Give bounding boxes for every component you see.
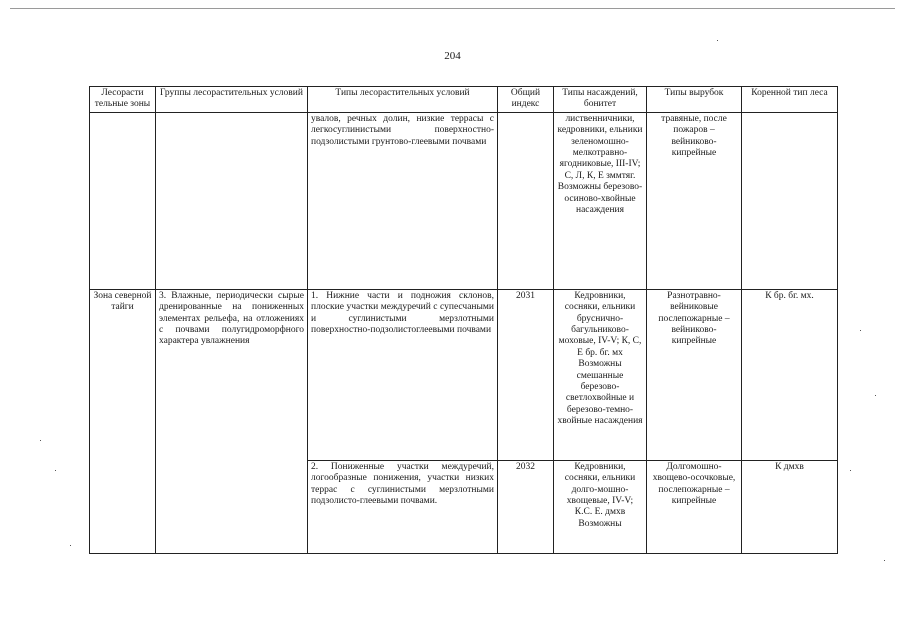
cell-zone: [90, 112, 156, 289]
scan-speck: [70, 545, 71, 546]
cell-stands: лиственничники, кедровники, ельники зеленомошно-мелкотравно-ягодниковые, III-IV; С, Л, К, Е зммтяг. Возможны березово-осиново-хвойные насаждения: [554, 112, 647, 289]
cell-forest-type: [742, 112, 838, 289]
cell-cuttings: травяные, после пожаров – вейниково-кипрейные: [647, 112, 742, 289]
table-header-row: [90, 87, 838, 113]
cell-conditions: 2. Пониженные участки междуречий, логообразные понижения, участки низких террас с суглинистыми мерзлотными подзолисто-глеевыми почвами.: [308, 460, 498, 553]
header-condition-groups: Группы лесорастительных условий: [156, 87, 308, 113]
header-index: Общий индекс: [498, 87, 554, 113]
cell-stands: Кедровники, сосняки, ельники долго-мошно-хвощевые, IV-V; К.С. Е. дмхв Возможны: [554, 460, 647, 553]
cell-group: [156, 112, 308, 289]
cell-conditions: увалов, речных долин, низкие террасы с легкосуглинистыми поверхностно-подзолистыми грунтово-глеевыми почвами: [308, 112, 498, 289]
cell-index: [498, 112, 554, 289]
scan-speck: [55, 470, 56, 471]
cell-group: 3. Влажные, периодически сырые дренированные на пониженных элементах рельефа, на отложениях с почвами полугидроморфного характера увлажнения: [156, 289, 308, 553]
cell-zone: Зона северной тайги: [90, 289, 156, 553]
scan-speck: [850, 470, 851, 471]
header-condition-types: Типы лесорастительных условий: [308, 87, 498, 113]
scan-speck: [860, 330, 861, 331]
cell-forest-type: К дмхв: [742, 460, 838, 553]
scan-speck: [875, 395, 876, 396]
cell-forest-type: К бр. бг. мх.: [742, 289, 838, 460]
cell-cuttings: Долгомошно-хвощево-осочковые, послепожарные – кипрейные: [647, 460, 742, 553]
cell-conditions: 1. Нижние части и подножия склонов, плоские участки междуречий с супесчаными и суглинистыми мерзлотными поверхностно-подзолистоглеевыми почвами: [308, 289, 498, 460]
cell-index: 2032: [498, 460, 554, 553]
scan-speck: [40, 440, 41, 441]
cell-index: 2031: [498, 289, 554, 460]
page-number: 204: [444, 50, 461, 62]
scan-speck: [717, 40, 718, 41]
header-stand-types: Типы насаждений, бонитет: [554, 87, 647, 113]
header-zones: Лесорасти тельные зоны: [90, 87, 156, 113]
page-top-rule: [10, 8, 895, 9]
scan-speck: [884, 560, 885, 561]
cell-cuttings: Разнотравно-вейниковые послепожарные – вейниково-кипрейные: [647, 289, 742, 460]
table-row: [90, 289, 838, 460]
table-row: [90, 112, 838, 289]
cell-stands: Кедровники, сосняки, ельники брусничнo-багульниково-моховые, IV-V; К, С, Е бр. бг. мх Возможны смешанные березово-светлохвойные и березово-темно-хвойные насаждения: [554, 289, 647, 460]
header-forest-type: Коренной тип леса: [742, 87, 838, 113]
header-cutting-types: Типы вырубок: [647, 87, 742, 113]
forest-conditions-table: [89, 86, 838, 554]
